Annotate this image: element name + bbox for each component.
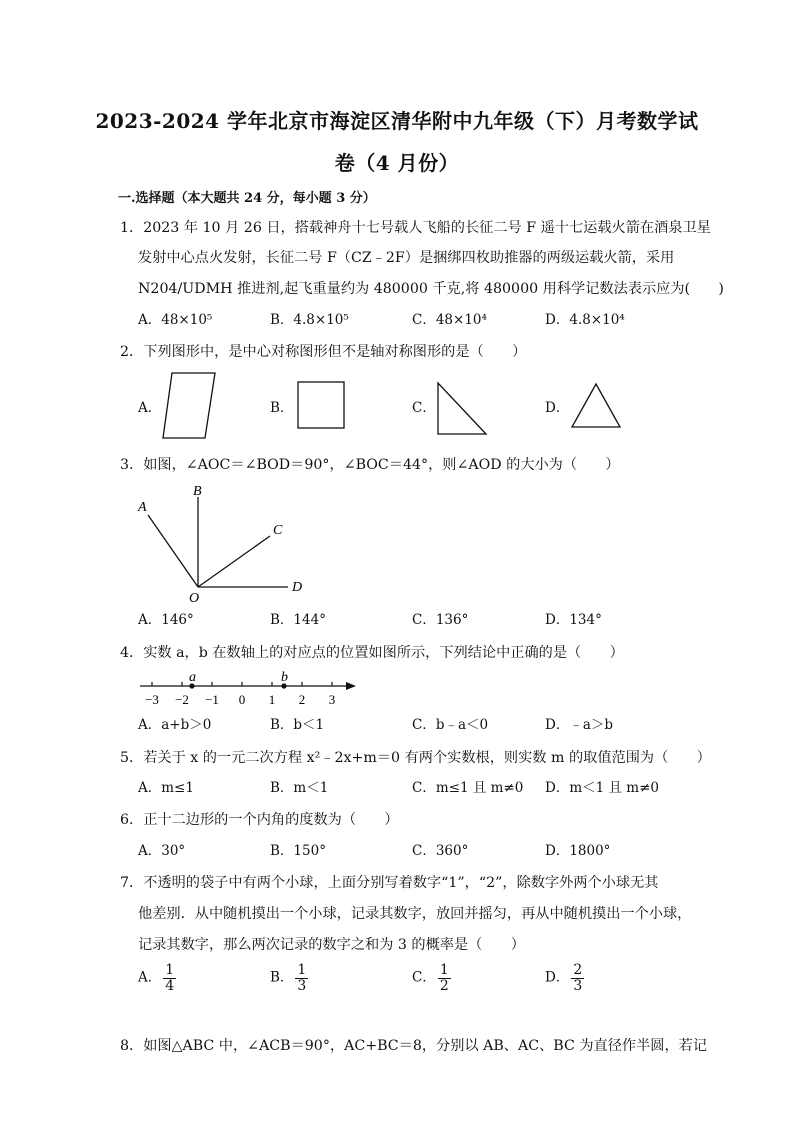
q3-option-c: C．136°	[412, 612, 469, 628]
q1-stem-line1: 1．2023 年 10 月 26 日，搭载神舟十七号载人飞船的长征二号 F 遥十七运载火箭在酒泉卫星	[120, 220, 711, 236]
q6-option-c: C．360°	[412, 843, 469, 859]
q5-option-b: B．m＜1	[270, 780, 329, 796]
q6-option-a: A．30°	[138, 843, 186, 859]
q7-option-d-denominator: 3	[573, 977, 583, 994]
q7-option-d	[545, 963, 584, 993]
q7-stem-line1: 7．不透明的袋子中有两个小球，上面分别写着数字“1”，“2”，除数字外两个小球无其	[120, 875, 659, 891]
q2-option-a: A．	[138, 400, 162, 416]
axis-tick-label: 0	[238, 692, 246, 707]
label-c: C	[273, 523, 283, 538]
axis-tick-label: 2	[298, 692, 306, 707]
q4-option-d: D．﹣a＞b	[545, 717, 614, 733]
q1-option-d: D．4.8×10⁴	[545, 312, 625, 328]
axis-tick-label: 3	[328, 692, 336, 707]
axis-arrow-icon	[346, 682, 356, 690]
q5-stem: 5．若关于 x 的一元二次方程 x²﹣2x+m＝0 有两个实数根，则实数 m 的取值范围为（ ）	[120, 750, 711, 766]
section-heading: 一.选择题（本大题共 24 分，每小题 3 分）	[118, 191, 376, 206]
q4-option-a: A．a+b＞0	[138, 717, 212, 733]
q7-stem-line3: 记录其数字，那么两次记录的数字之和为 3 的概率是（ ）	[138, 937, 525, 953]
q7-option-c-fraction	[438, 963, 451, 993]
label-d: D	[292, 580, 303, 595]
q3-option-a: A．146°	[138, 612, 194, 628]
q7-option-c-prefix: C．	[412, 969, 436, 986]
point-a-label: a	[189, 670, 196, 685]
q4-stem: 4．实数 a，b 在数轴上的对应点的位置如图所示，下列结论中正确的是（ ）	[120, 645, 624, 661]
label-b: B	[193, 484, 202, 499]
q1-stem-line3: N204/UDMH 推进剂,起飞重量约为 480000 千克,将 480000 用科学记数法表示应为( )	[138, 281, 724, 297]
axis-tick-label: 1	[268, 692, 276, 707]
q5-option-c: C．m≤1 且 m≠0	[412, 780, 524, 796]
q7-option-c	[412, 963, 451, 993]
q6-option-d: D．1800°	[545, 843, 611, 859]
q7-option-c-numerator: 1	[439, 962, 449, 978]
q7-option-d-prefix: D．	[545, 969, 570, 986]
q3-option-d: D．134°	[545, 612, 602, 628]
q7-option-b-prefix: B．	[270, 969, 294, 986]
q7-option-a-prefix: A．	[138, 969, 162, 986]
q7-option-a-fraction	[163, 963, 176, 993]
q6-option-b: B．150°	[270, 843, 326, 859]
q7-option-b-denominator: 3	[297, 977, 307, 994]
axis-tick-label: −3	[145, 692, 159, 707]
q7-option-d-fraction	[571, 963, 584, 993]
q4-option-b: B．b＜1	[270, 717, 325, 733]
q7-option-b-fraction	[295, 963, 308, 993]
point-b-label: b	[281, 670, 288, 685]
q7-option-b-numerator: 1	[297, 962, 307, 978]
q1-option-c: C．48×10⁴	[412, 312, 487, 328]
label-o: O	[189, 591, 200, 606]
q3-option-b: B．144°	[270, 612, 326, 628]
q5-option-a: A．m≤1	[138, 780, 194, 796]
axis-tick-label: −2	[175, 692, 189, 707]
q2-option-c: C．	[412, 400, 436, 416]
q4-option-c: C．b﹣a＜0	[412, 717, 489, 733]
q7-option-d-numerator: 2	[573, 962, 583, 978]
q6-stem: 6．正十二边形的一个内角的度数为（ ）	[120, 812, 399, 828]
q3-stem: 3．如图，∠AOC＝∠BOD＝90°，∠BOC＝44°，则∠AOD 的大小为（ ）	[120, 457, 620, 473]
q7-option-a-denominator: 4	[165, 977, 175, 994]
q2-stem: 2．下列图形中，是中心对称图形但不是轴对称图形的是（ ）	[120, 344, 527, 360]
q7-stem-line2: 他差别．从中随机摸出一个小球，记录其数字，放回并摇匀，再从中随机摸出一个小球，	[138, 906, 692, 922]
exam-title-line2: 卷（4 月份）	[334, 151, 460, 175]
q2-option-d: D．	[545, 400, 570, 416]
q7-option-c-denominator: 2	[439, 977, 449, 994]
q5-option-d: D．m＜1 且 m≠0	[545, 780, 659, 796]
q1-stem-line2: 发射中心点火发射，长征二号 F（CZ﹣2F）是捆绑四枚助推器的两级运载火箭，采用	[138, 250, 675, 266]
q7-option-a-numerator: 1	[165, 962, 175, 978]
q1-option-a: A．48×10⁵	[138, 312, 213, 328]
exam-title-line1: 2023-2024 学年北京市海淀区清华附中九年级（下）月考数学试	[95, 109, 699, 133]
q7-option-a	[138, 963, 176, 993]
q8-stem-line1: 8．如图△ABC 中，∠ACB＝90°，AC+BC＝8，分别以 AB、AC、BC 为直径作半圆，若记	[120, 1038, 708, 1054]
label-a: A	[138, 500, 147, 515]
q1-option-b: B．4.8×10⁵	[270, 312, 349, 328]
q7-option-b	[270, 963, 308, 993]
axis-tick-label: −1	[205, 692, 219, 707]
q2-option-b: B．	[270, 400, 294, 416]
